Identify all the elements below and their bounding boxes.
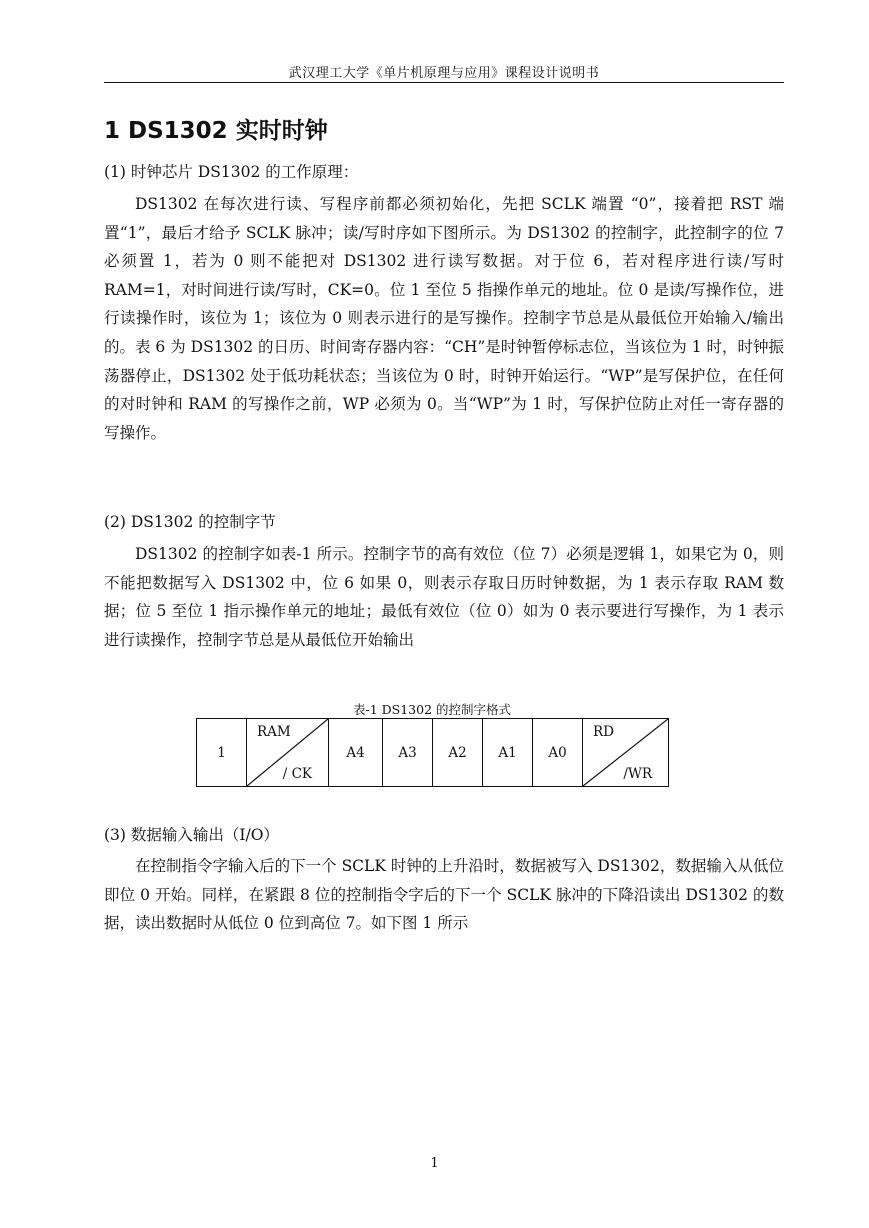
section-heading-3: (3) 数据输入输出（I/O） [104, 826, 279, 844]
section-heading-1: (1) 时钟芯片 DS1302 的工作原理： [104, 163, 359, 181]
table-caption: 表-1 DS1302 的控制字格式 [352, 702, 512, 717]
table-cell-bit3: A2 [433, 719, 483, 787]
table-cell-bit4: A3 [383, 719, 433, 787]
section-heading-2: (2) DS1302 的控制字节 [104, 513, 276, 531]
page-number: 1 [430, 1156, 439, 1171]
running-header: 武汉理工大学《单片机原理与应用》课程设计说明书 [288, 66, 600, 81]
table-cell-bit5: A4 [329, 719, 383, 787]
table-cell-bit6 [247, 719, 329, 787]
table-cell-bit6-top: RAM [257, 724, 291, 740]
table-cell-bit2: A1 [483, 719, 533, 787]
table-cell-bit0-top: RD [593, 724, 614, 740]
section-paragraph-3: 在控制指令字输入后的下一个 SCLK 时钟的上升沿时，数据被写入 DS1302，数据输入从低位即位 0 开始。同样，在紧跟 8 位的控制指令字后的下一个 SCLK 脉冲的下降沿读出 DS1302 的数据，读出数据时从低位 0 位到高位 7。如下图 1 所示 [104, 857, 784, 933]
section-paragraph-2: DS1302 的控制字如表-1 所示。控制字节的高有效位（位 7）必须是逻辑 1，如果它为 0，则不能把数据写入 DS1302 中，位 6 如果 0，则表示存取日历时钟数据，为 1 表示存取 RAM 数据；位 5 至位 1 指示操作单元的地址；最低有效位（位 0）如为 0 表示要进行写操作，为 1 表示进行读操作，控制字节总是从最低位开始输出 [104, 545, 784, 649]
table-cell-bit0 [583, 719, 669, 787]
table-cell-bit0-bottom: /WR [623, 766, 652, 782]
section-paragraph-1: DS1302 在每次进行读、写程序前都必须初始化，先把 SCLK 端置 “0”，接着把 RST 端置“1”，最后才给予 SCLK 脉冲；读/写时序如下图所示。为 DS1302 的控制字，此控制字的位 7 必须置 1，若为 0 则不能把对 DS1302 进行读写数据。对于位 6，若对程序进行读/写时 RAM=1，对时间进行读/写时，CK=0。位 1 至位 5 指操作单元的地址。位 0 是读/写操作位，进行读操作时，该位为 1；该位为 0 则表示进行的是写操作。控制字节总是从最低位开始输入/输出的。表 6 为 DS1302 的日历、时间寄存器内容：“CH”是时钟暂停标志位，当该位为 1 时，时钟振荡器停止，DS1302 处于低功耗状态；当该位为 0 时，时钟开始运行。“WP”是写保护位，在任何的对时钟和 RAM 的写操作之前，WP 必须为 0。当“WP”为 1 时，写保护位防止对任一寄存器的写操作。 [104, 195, 785, 442]
header-rule [104, 82, 784, 83]
table-cell-bit1: A0 [533, 719, 583, 787]
chapter-title: 1 DS1302 实时时钟 [104, 118, 328, 144]
table-cell-bit6-bottom: / CK [282, 766, 312, 782]
control-byte-table [196, 718, 669, 787]
table-cell-bit7: 1 [197, 719, 247, 787]
